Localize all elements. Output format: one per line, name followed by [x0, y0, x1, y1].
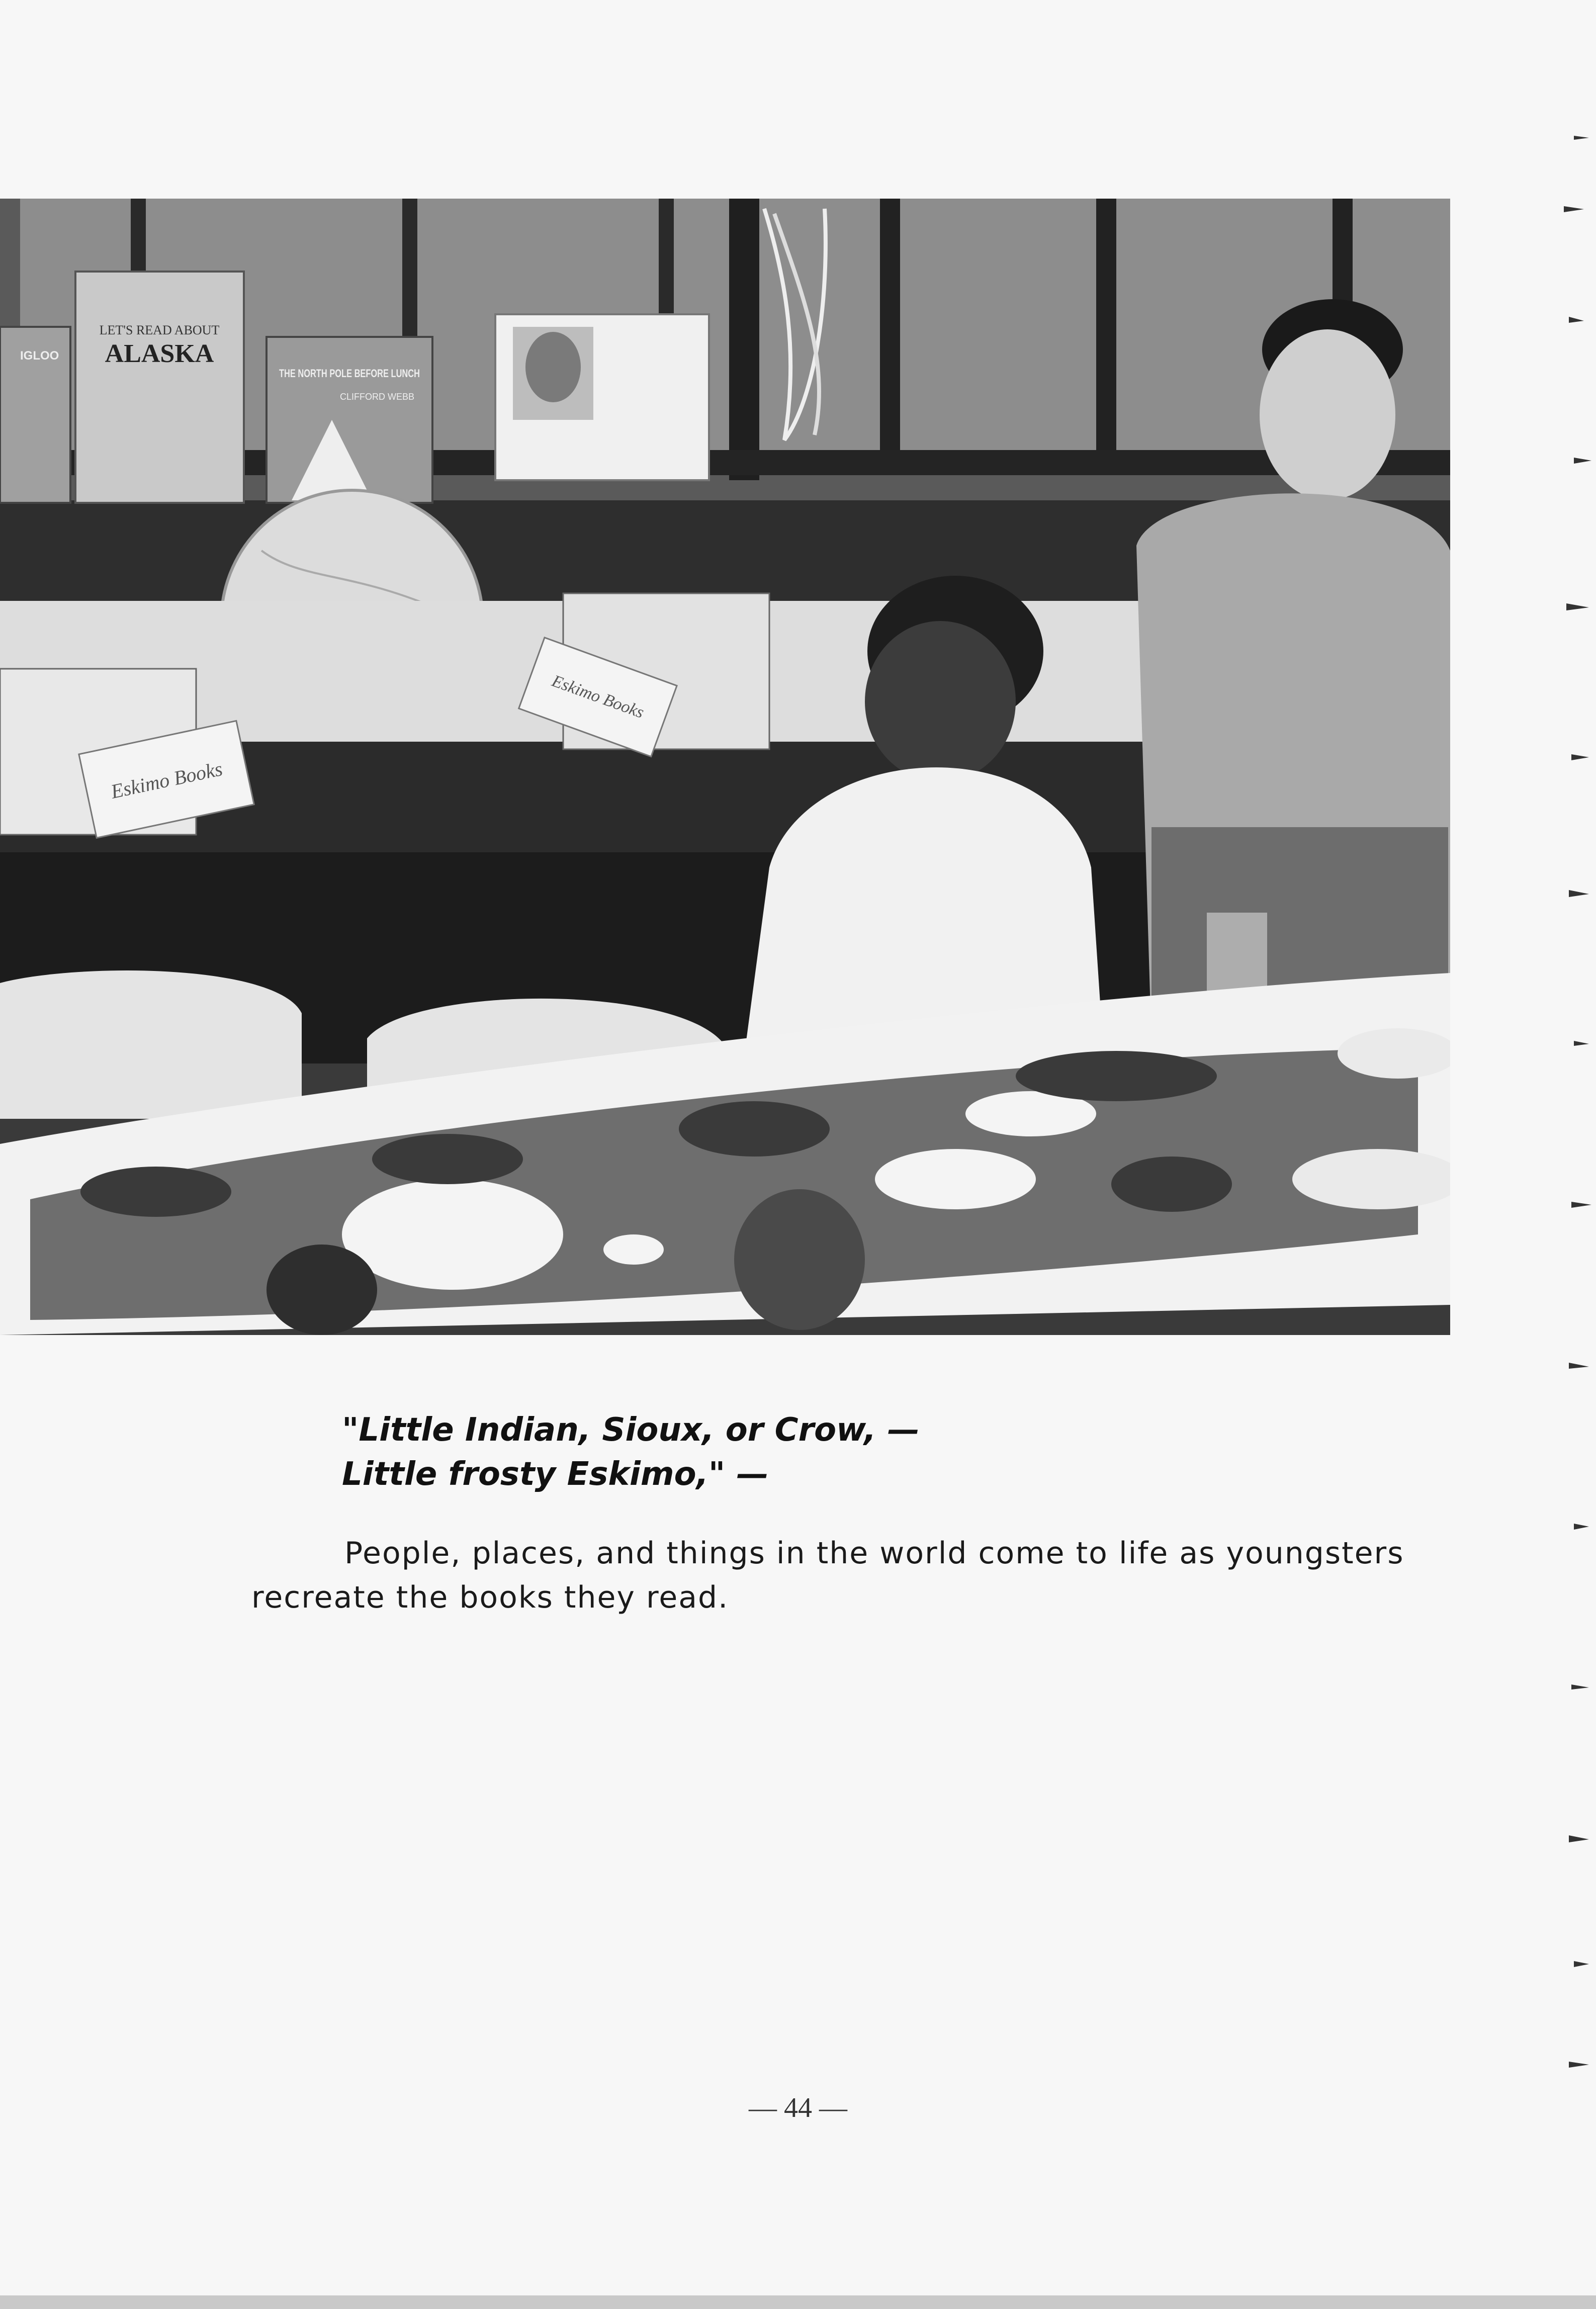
- caption-body: [251, 1531, 1458, 1620]
- binder-edge-marks: [1549, 126, 1596, 2137]
- book-igloo-title: IGLOO: [20, 349, 59, 363]
- photo-illustration: [0, 199, 1450, 1335]
- classroom-photograph: [0, 199, 1450, 1335]
- caption-line: recreate the books they read.: [251, 1580, 729, 1615]
- label-eskimo-books-left: Eskimo Books: [109, 757, 225, 803]
- label-eskimo-books-right: Eskimo Books: [549, 671, 647, 722]
- book-alaska-title: ALASKA: [105, 339, 214, 368]
- caption-quote: [342, 1408, 1448, 1496]
- book-alaska-subtitle: LET'S READ ABOUT: [99, 323, 220, 337]
- book-north-pole-title: THE NORTH POLE BEFORE LUNCH: [279, 367, 420, 380]
- quote-line: "Little Indian, Sioux, or Crow, —: [342, 1411, 920, 1449]
- scan-edge-shadow: [0, 2295, 1596, 2309]
- quote-line: Little frosty Eskimo," —: [342, 1456, 769, 1493]
- book-north-pole-author: CLIFFORD WEBB: [339, 392, 415, 402]
- caption-line: People, places, and things in the world come to life as youngsters: [344, 1536, 1404, 1571]
- page-number: — 44 —: [749, 2092, 847, 2123]
